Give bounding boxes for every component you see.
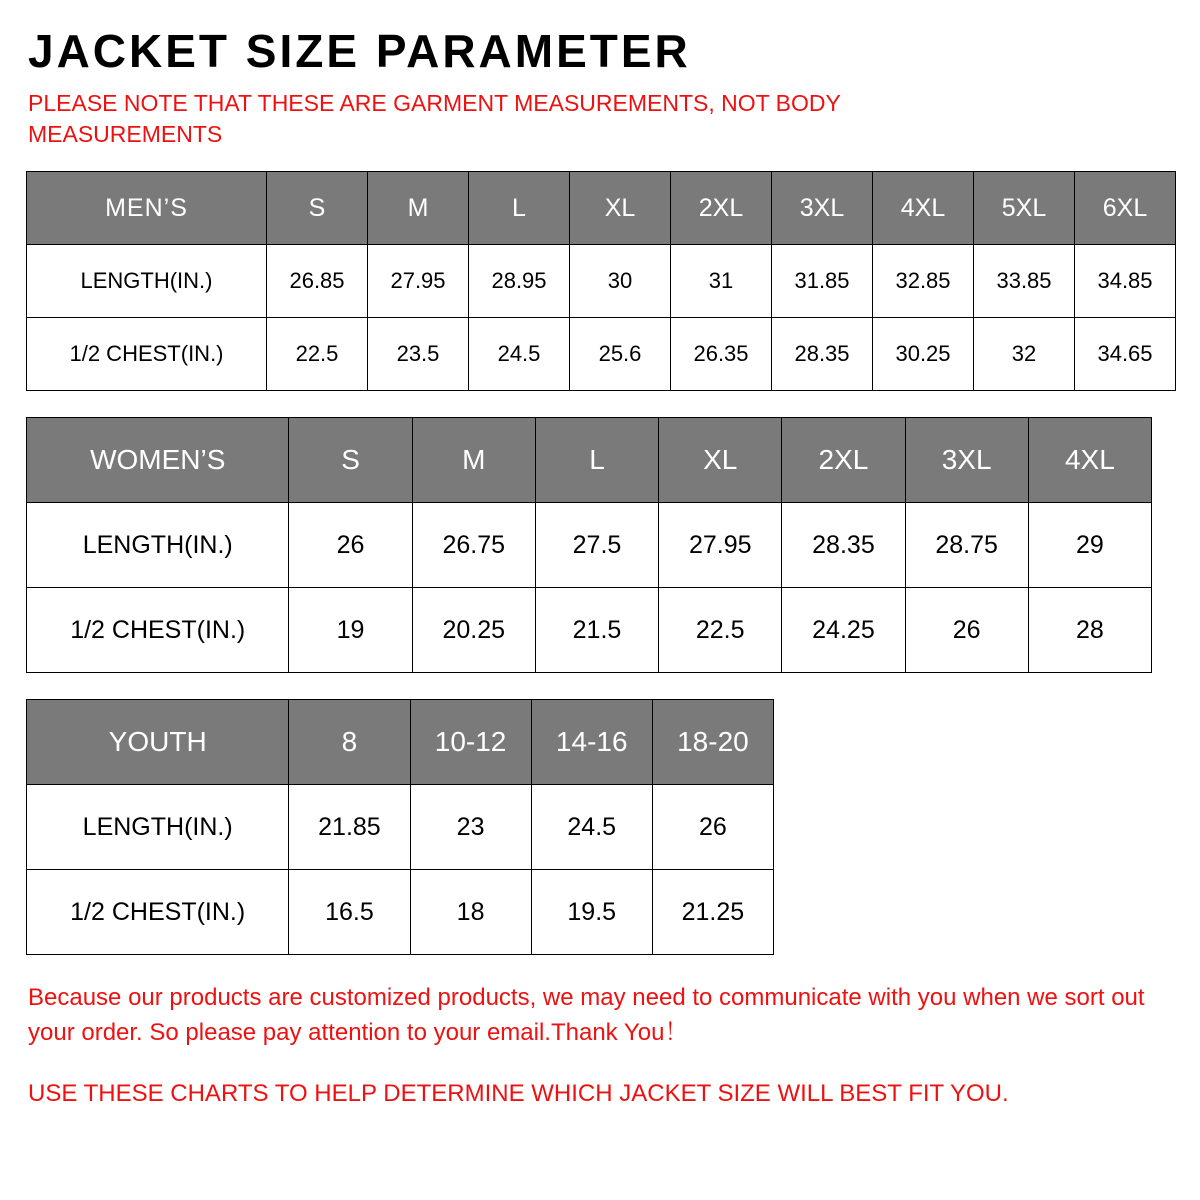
- mens-cell: 22.5: [267, 318, 368, 391]
- youth-cell: 26: [652, 785, 773, 870]
- womens-size-header: 3XL: [905, 418, 1028, 503]
- youth-cell: 21.25: [652, 870, 773, 955]
- youth-size-header: 10-12: [410, 700, 531, 785]
- youth-size-table: [26, 699, 774, 955]
- mens-cell: 34.65: [1075, 318, 1176, 391]
- table-row: [27, 245, 1176, 318]
- womens-cell: 29: [1028, 503, 1151, 588]
- womens-cell: 28.75: [905, 503, 1028, 588]
- womens-cell: 21.5: [535, 588, 658, 673]
- womens-cell: 20.25: [412, 588, 535, 673]
- womens-cell: 27.5: [535, 503, 658, 588]
- womens-size-table: [26, 417, 1152, 673]
- youth-cell: 24.5: [531, 785, 652, 870]
- womens-header-row: [27, 418, 1152, 503]
- mens-size-header: S: [267, 172, 368, 245]
- mens-cell: 24.5: [469, 318, 570, 391]
- womens-size-header: 2XL: [782, 418, 905, 503]
- womens-size-header: XL: [659, 418, 782, 503]
- youth-size-header: 18-20: [652, 700, 773, 785]
- mens-size-header: XL: [570, 172, 671, 245]
- youth-cell: 16.5: [289, 870, 410, 955]
- measurement-note: PLEASE NOTE THAT THESE ARE GARMENT MEASUREMENTS, NOT BODY MEASUREMENTS: [28, 90, 841, 147]
- mens-size-header: 6XL: [1075, 172, 1176, 245]
- mens-cell: 30.25: [873, 318, 974, 391]
- womens-size-header: M: [412, 418, 535, 503]
- mens-size-header: M: [368, 172, 469, 245]
- mens-size-header: 2XL: [671, 172, 772, 245]
- womens-size-header: 4XL: [1028, 418, 1151, 503]
- chart-usage-notice: USE THESE CHARTS TO HELP DETERMINE WHICH JACKET SIZE WILL BEST FIT YOU.: [28, 1079, 1009, 1107]
- table-row: [27, 588, 1152, 673]
- mens-cell: 32: [974, 318, 1075, 391]
- mens-cell: 31.85: [772, 245, 873, 318]
- mens-row-label: 1/2 CHEST(IN.): [27, 318, 267, 391]
- mens-size-header: 4XL: [873, 172, 974, 245]
- customization-notice: Because our products are customized products, we may need to communicate with you when we sort out your order. So please pay attention to your email.Thank You！: [28, 984, 1145, 1046]
- womens-size-header: L: [535, 418, 658, 503]
- mens-cell: 23.5: [368, 318, 469, 391]
- mens-row-label: LENGTH(IN.): [27, 245, 267, 318]
- mens-size-header: 3XL: [772, 172, 873, 245]
- youth-size-header: 14-16: [531, 700, 652, 785]
- womens-cell: 19: [289, 588, 412, 673]
- womens-row-label: LENGTH(IN.): [27, 503, 289, 588]
- table-row: [27, 785, 774, 870]
- mens-cell: 33.85: [974, 245, 1075, 318]
- mens-cell: 28.95: [469, 245, 570, 318]
- youth-size-header: 8: [289, 700, 410, 785]
- table-row: [27, 870, 774, 955]
- table-row: [27, 318, 1176, 391]
- womens-cell: 24.25: [782, 588, 905, 673]
- youth-cell: 18: [410, 870, 531, 955]
- womens-size-header: S: [289, 418, 412, 503]
- womens-cell: 27.95: [659, 503, 782, 588]
- youth-row-label: 1/2 CHEST(IN.): [27, 870, 289, 955]
- womens-cell: 22.5: [659, 588, 782, 673]
- youth-cell: 23: [410, 785, 531, 870]
- womens-cell: 26.75: [412, 503, 535, 588]
- womens-row-label: 1/2 CHEST(IN.): [27, 588, 289, 673]
- womens-cell: 26: [289, 503, 412, 588]
- mens-cell: 30: [570, 245, 671, 318]
- mens-cell: 34.85: [1075, 245, 1176, 318]
- mens-header-row: [27, 172, 1176, 245]
- mens-table-label: MEN’S: [27, 172, 267, 245]
- womens-cell: 28: [1028, 588, 1151, 673]
- youth-header-row: [27, 700, 774, 785]
- mens-cell: 25.6: [570, 318, 671, 391]
- youth-row-label: LENGTH(IN.): [27, 785, 289, 870]
- mens-cell: 32.85: [873, 245, 974, 318]
- womens-cell: 28.35: [782, 503, 905, 588]
- youth-cell: 21.85: [289, 785, 410, 870]
- table-row: [27, 503, 1152, 588]
- mens-cell: 28.35: [772, 318, 873, 391]
- mens-size-table: [26, 171, 1176, 391]
- womens-table-label: WOMEN’S: [27, 418, 289, 503]
- womens-cell: 26: [905, 588, 1028, 673]
- page-title: JACKET SIZE PARAMETER: [28, 25, 691, 77]
- youth-table-label: YOUTH: [27, 700, 289, 785]
- mens-size-header: 5XL: [974, 172, 1075, 245]
- mens-size-header: L: [469, 172, 570, 245]
- mens-cell: 26.35: [671, 318, 772, 391]
- mens-cell: 31: [671, 245, 772, 318]
- mens-cell: 27.95: [368, 245, 469, 318]
- mens-cell: 26.85: [267, 245, 368, 318]
- youth-cell: 19.5: [531, 870, 652, 955]
